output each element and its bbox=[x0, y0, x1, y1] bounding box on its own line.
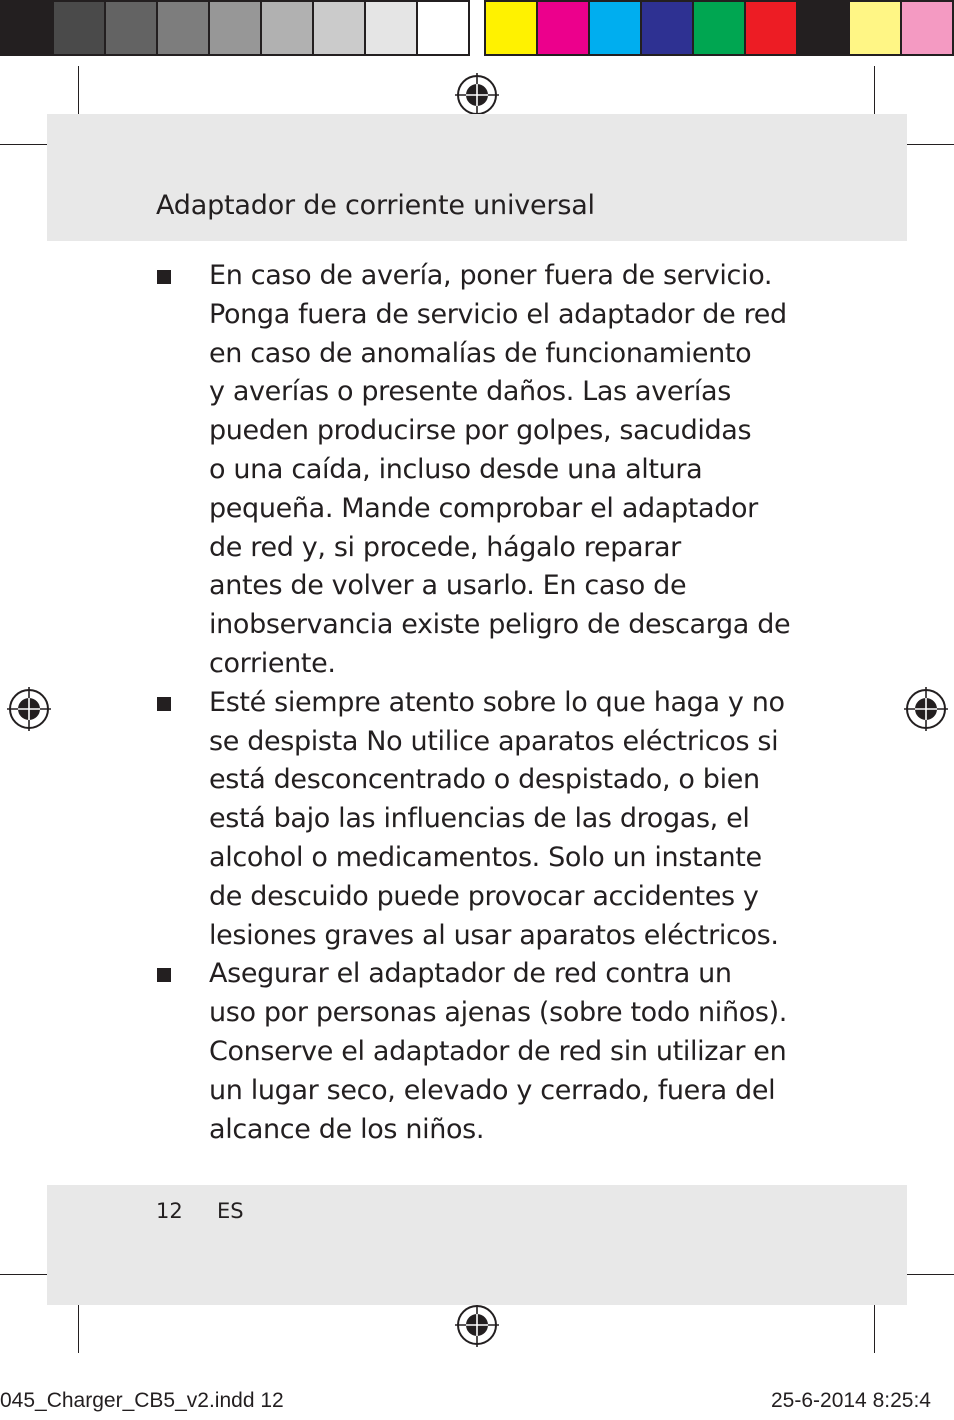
grayscale-color-bar bbox=[0, 0, 470, 56]
square-bullet-icon bbox=[157, 697, 171, 711]
color-swatch bbox=[642, 2, 692, 54]
slug-datetime: 25-6-2014 8:25:4 bbox=[771, 1389, 931, 1412]
registration-mark-icon bbox=[455, 1303, 499, 1347]
list-item bbox=[156, 684, 816, 956]
list-item bbox=[156, 257, 816, 684]
process-color-bar bbox=[484, 0, 954, 56]
color-swatch bbox=[158, 2, 208, 54]
color-swatch bbox=[694, 2, 744, 54]
color-swatch bbox=[106, 2, 156, 54]
color-swatch bbox=[314, 2, 364, 54]
square-bullet-icon bbox=[157, 968, 171, 982]
color-swatch bbox=[262, 2, 312, 54]
slug-filename: 045_Charger_CB5_v2.indd 12 bbox=[0, 1389, 284, 1412]
list-item-text: Esté siempre atento sobre lo que haga y no se despista No utilice aparatos eléctricos si está desconcentrado o despistado, o bien está bajo las influencias de las drogas, el alcohol o medicamentos. Solo un instante de descuido puede provocar accidentes y lesiones graves al usar aparatos eléctricos. bbox=[209, 686, 785, 951]
color-swatch bbox=[366, 2, 416, 54]
crop-mark bbox=[874, 1297, 875, 1353]
color-swatch bbox=[850, 2, 900, 54]
registration-mark-icon bbox=[904, 687, 948, 731]
registration-mark-icon bbox=[455, 73, 499, 117]
color-swatch bbox=[746, 2, 796, 54]
color-swatch bbox=[2, 2, 52, 54]
color-swatch bbox=[590, 2, 640, 54]
square-bullet-icon bbox=[157, 270, 171, 284]
color-swatch bbox=[538, 2, 588, 54]
safety-instructions bbox=[156, 257, 816, 1149]
color-swatch bbox=[798, 2, 848, 54]
language-code: ES bbox=[217, 1199, 244, 1223]
crop-mark bbox=[78, 1297, 79, 1353]
color-swatch bbox=[418, 2, 468, 54]
color-swatch bbox=[54, 2, 104, 54]
page-title: Adaptador de corriente universal bbox=[156, 190, 595, 221]
list-item-text: Asegurar el adaptador de red contra un uso por personas ajenas (sobre todo niños). Conserve el adaptador de red sin utilizar en un lugar seco, elevado y cerrado, fuera del alcance de los niños. bbox=[209, 958, 788, 1145]
registration-mark-icon bbox=[7, 687, 51, 731]
color-swatch bbox=[210, 2, 260, 54]
page-number: 12 bbox=[156, 1199, 183, 1223]
color-swatch bbox=[902, 2, 952, 54]
list-item bbox=[156, 955, 816, 1149]
list-item-text: En caso de avería, poner fuera de servicio. Ponga fuera de servicio el adaptador de red en caso de anomalías de funcionamiento y averías o presente daños. Las averías pueden producirse por golpes, sacudidas o una caída, incluso desde una altura pequeña. Mande comprobar el adaptador de red y, si procede, hágalo reparar antes de volver a usarlo. En caso de inobservancia existe peligro de descarga de corriente. bbox=[209, 260, 791, 679]
color-swatch bbox=[486, 2, 536, 54]
